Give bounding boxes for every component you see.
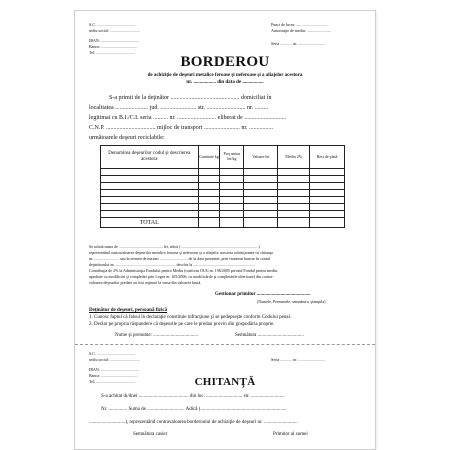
cont-line[interactable]: deţinătorului nr. ............................................................ deschis la .............................................................. — [89, 262, 256, 267]
gestionar-primitor-field[interactable]: Gestionar primitor ........................................... — [215, 292, 311, 297]
seria-nr-field[interactable]: Seria ............ nr. ........................... — [271, 41, 326, 46]
declaratie-2: 2. Declar pe propria răspundere că deşeurile pe care le predau provin din gospodăria proprie. — [89, 322, 275, 327]
company-sc-field[interactable]: S.C. ...................................... — [89, 22, 135, 27]
reprezentand-line: reprezentând contravaloarea deşeurilor metalice feroase şi neferoase şi a aliajelor acestora achiziţionate cu chitanţa — [89, 250, 273, 255]
header-valoare: Valoare lei — [244, 146, 278, 169]
table-cell[interactable] — [278, 211, 310, 218]
suma-line[interactable]: Se achită suma de ............................................ lei, adică (..............................................................................) — [89, 244, 260, 249]
table-cell[interactable] — [220, 204, 244, 211]
company-tel-field[interactable]: Tel: ....................................... — [89, 50, 136, 55]
detinator-heading: Deţinător de deşeuri, persoană fizică — [89, 308, 168, 313]
table-cell[interactable] — [278, 190, 310, 197]
header-rest: Rest de plată — [310, 146, 345, 169]
table-cell[interactable] — [101, 190, 199, 197]
total-row — [101, 218, 345, 228]
total-cell[interactable] — [198, 218, 220, 228]
table-cell[interactable] — [278, 176, 310, 183]
punct-lucru-field[interactable]: Punct de lucru: ............................... — [271, 22, 328, 27]
chitanta-achitat-line[interactable]: S-a achitat dı/dnei ........................................ din loc. ............................. str. ........................... — [101, 394, 285, 399]
table-cell[interactable] — [278, 183, 310, 190]
total-cell[interactable] — [220, 218, 244, 228]
table-cell[interactable] — [220, 183, 244, 190]
borderou-nr-date[interactable]: nr. .................. din data de ................. — [186, 80, 264, 85]
table-cell[interactable] — [198, 183, 220, 190]
table-cell[interactable] — [244, 190, 278, 197]
table-cell[interactable] — [310, 211, 345, 218]
table-cell[interactable] — [220, 190, 244, 197]
table-cell[interactable] — [101, 211, 199, 218]
table-cell[interactable] — [244, 211, 278, 218]
table-cell[interactable] — [310, 190, 345, 197]
table-cell[interactable] — [310, 183, 345, 190]
contributie-line-2: aprobate cu modificări şi completări prin Legea nr. 105/2006, cu modificările şi completările ulterioare) din contra- — [89, 274, 274, 279]
chitanta-reprezentand-line[interactable]: .............................), reprezentând contravaloarea borderoului de achiziţie de deşeuri nr. ........................... — [89, 420, 298, 425]
table-cell[interactable] — [244, 176, 278, 183]
chitanta-banca-field[interactable]: Banca: .................................... — [89, 373, 138, 378]
chitanta-title: CHITANŢĂ — [194, 376, 256, 388]
chitanta-sc-field[interactable]: S.C. ...................................... — [89, 351, 135, 356]
total-label: TOTAL — [101, 218, 199, 228]
autorizatie-mediu-field[interactable]: Autorizaţie de mediu: ........................ — [271, 28, 331, 33]
table-row — [101, 204, 345, 211]
declaratie-1: 1. Cunosc faptul că falsul în declaraţie constituie infracţiune şi se pedepseşte conform Codului penal. — [89, 315, 292, 320]
primitor-suma-label: Primitor al sumei — [273, 432, 308, 437]
table-row — [101, 190, 345, 197]
table-cell[interactable] — [101, 176, 199, 183]
detinator-line[interactable]: S-a primit de la deţinător .............................................. domiciliat în — [109, 95, 272, 101]
company-banca-field[interactable]: Banca: .................................... — [89, 44, 138, 49]
termen-line[interactable]: nr. ......................... sau în termen de maxim ............................ de la data prezentei, prin virament bancar în contul — [89, 256, 270, 261]
table-cell[interactable] — [101, 197, 199, 204]
chitanta-tel-field[interactable]: Tel: ....................................... — [89, 379, 136, 384]
chitanta-sediu-field[interactable]: sediu social: .............................. — [89, 357, 140, 362]
total-cell[interactable] — [278, 218, 310, 228]
legitimat-line[interactable]: legitimat cu B.I./C.I. seria .......... nr. .......................... eliberat de ............................ — [89, 115, 287, 121]
total-cell[interactable] — [310, 218, 345, 228]
header-cantitate: Cantitate kg — [198, 146, 220, 169]
contributie-line-1: Contribuţia de 2% la Administraţia Fondului pentru Mediu (conform OUG nr. 196/2005 privind Fondul pentru mediu, — [89, 268, 278, 273]
table-cell[interactable] — [198, 211, 220, 218]
table-cell[interactable] — [244, 197, 278, 204]
borderou-subtitle: de achiziţie de deşeuri metalice feroase şi neferoase şi a aliajelor acestora — [147, 73, 303, 78]
table-cell[interactable] — [244, 204, 278, 211]
total-cell[interactable] — [244, 218, 278, 228]
table-cell[interactable] — [101, 183, 199, 190]
table-cell[interactable] — [198, 204, 220, 211]
table-row — [101, 169, 345, 176]
table-cell[interactable] — [220, 176, 244, 183]
header-denumire: Denumirea deşeurilor codul şi descrierea acestora — [101, 146, 199, 169]
table-cell[interactable] — [198, 176, 220, 183]
gestionar-hint: (Numele, Prenumele, semnătura, ştampila) — [257, 299, 326, 304]
table-cell[interactable] — [101, 169, 199, 176]
cnp-line[interactable]: C.N.P. ................................. mijloc de transport ........................ nr. ................ — [89, 125, 273, 131]
chitanta-seria-field[interactable]: Seria ............ nr. ........................... — [271, 357, 326, 362]
document-page — [74, 10, 376, 450]
table-row — [101, 183, 345, 190]
chitanta-suma-line[interactable]: Nr. ............... Suma de .............................. Adică (..................................................................... — [101, 407, 287, 412]
table-row — [101, 197, 345, 204]
table-row — [101, 176, 345, 183]
table-cell[interactable] — [220, 197, 244, 204]
deseuri-intro: următoarele deşeuri reciclabile: — [89, 135, 165, 141]
borderou-title: BORDEROU — [180, 54, 270, 70]
semnatura-field[interactable]: Semnătura ..................................... — [235, 333, 304, 338]
table-cell[interactable] — [244, 183, 278, 190]
table-cell[interactable] — [310, 176, 345, 183]
table-cell[interactable] — [220, 169, 244, 176]
table-cell[interactable] — [244, 169, 278, 176]
table-cell[interactable] — [198, 197, 220, 204]
cut-line — [75, 344, 375, 345]
table-cell[interactable] — [198, 169, 220, 176]
table-row — [101, 211, 345, 218]
semnatura-casier-label: Semnătura casier — [133, 432, 168, 437]
header-mediu: Mediu 2% — [278, 146, 310, 169]
table-cell[interactable] — [198, 190, 220, 197]
table-cell[interactable] — [278, 197, 310, 204]
deseuri-table — [100, 145, 345, 228]
contributie-line-3: valoarea deşeurilor predate au fost reţinute la sursa din valoarea brută. — [89, 280, 202, 285]
table-cell[interactable] — [278, 204, 310, 211]
nume-prenume-field[interactable]: Nume şi prenume: .................................... — [115, 333, 199, 338]
table-cell[interactable] — [310, 204, 345, 211]
table-cell[interactable] — [278, 169, 310, 176]
company-iban-field[interactable]: IBAN: ...................................... — [89, 38, 139, 43]
table-cell[interactable] — [310, 169, 345, 176]
header-pret: Preţ unitar lei/kg — [220, 146, 244, 169]
localitate-line[interactable]: localitatea ...................... jud. ........................ str. .......................... nr. ......... — [89, 105, 269, 111]
company-sediu-field[interactable]: sediu social: .............................. — [89, 28, 140, 33]
table-cell[interactable] — [220, 211, 244, 218]
table-cell[interactable] — [101, 204, 199, 211]
table-cell[interactable] — [310, 197, 345, 204]
chitanta-iban-field[interactable]: IBAN: ...................................... — [89, 367, 139, 372]
table-header-row — [101, 146, 345, 169]
